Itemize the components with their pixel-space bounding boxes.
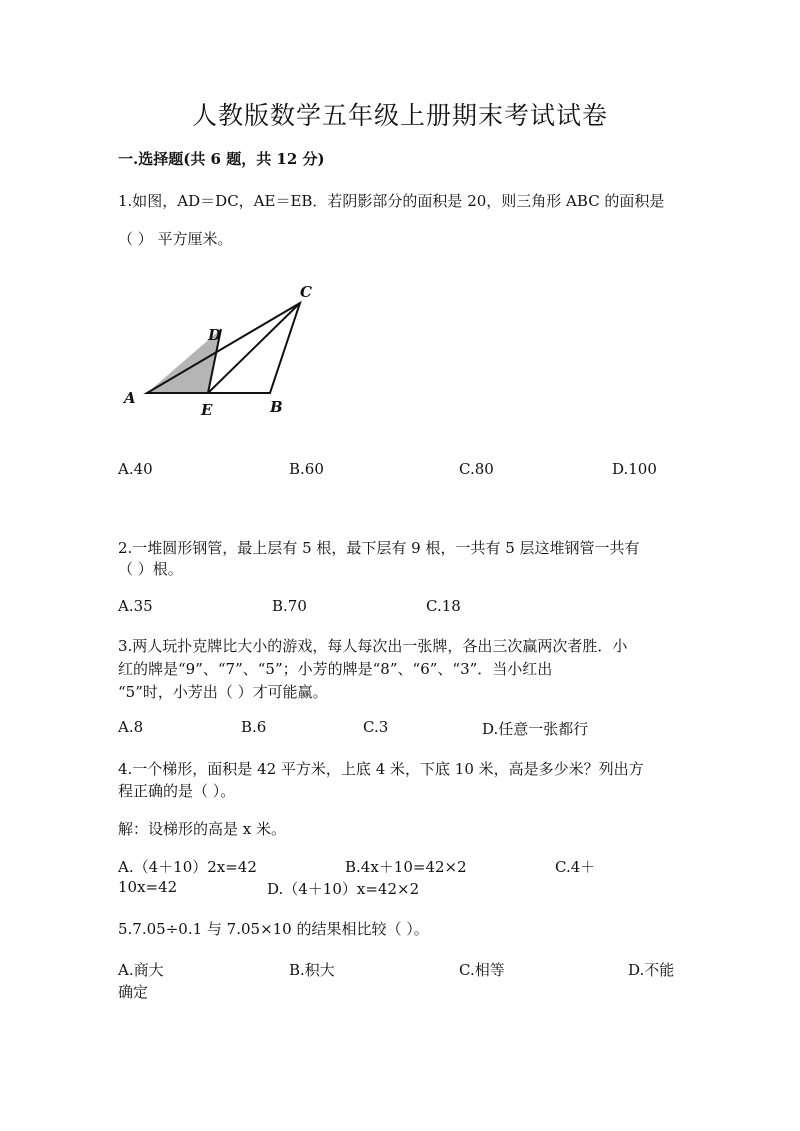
question-3-line-1: 3.两人玩扑克牌比大小的游戏，每人每次出一张牌，各出三次赢两次者胜．小: [118, 637, 628, 655]
q1-option-a: A.40: [118, 460, 153, 478]
q3-option-d: D.任意一张都行: [482, 720, 589, 738]
question-4-note: 解：设梯形的高是 x 米。: [118, 820, 286, 838]
question-3-line-2: 红的牌是“9”、“7”、“5”；小芳的牌是“8”、“6”、“3”．当小红出: [118, 660, 553, 678]
page-title: 人教版数学五年级上册期末考试试卷: [191, 101, 608, 130]
q1-option-d: D.100: [612, 460, 657, 478]
q2-option-a: A.35: [118, 597, 153, 615]
q4-option-c-cont: 10x=42: [118, 878, 178, 896]
q4-option-a: A.（4＋10）2x=42: [118, 858, 257, 876]
q4-option-b: B.4x＋10=42×2: [345, 858, 467, 876]
triangle-abc: [147, 303, 300, 393]
triangle-figure: [110, 275, 340, 425]
question-3-line-3: “5”时，小芳出（ ）才可能赢。: [118, 683, 328, 701]
q4-option-c: C.4＋: [555, 858, 596, 876]
question-2-line-1: 2.一堆圆形钢管，最上层有 5 根，最下层有 9 根，一共有 5 层这堆钢管一共有: [118, 539, 640, 557]
q3-option-c: C.3: [363, 718, 389, 736]
label-e: E: [201, 401, 213, 419]
question-2-line-2: （ ）根。: [118, 560, 183, 578]
label-a: A: [124, 389, 136, 407]
question-4-line-1: 4.一个梯形，面积是 42 平方米，上底 4 米，下底 10 米，高是多少米？列出方: [118, 760, 644, 778]
q2-option-b: B.70: [272, 597, 307, 615]
label-c: C: [300, 283, 312, 301]
q5-option-d: D.不能: [628, 961, 675, 979]
q1-option-c: C.80: [459, 460, 494, 478]
question-1-line-2: （ ） 平方厘米。: [118, 230, 233, 248]
question-5-line-1: 5.7.05÷0.1 与 7.05×10 的结果相比较（ ）。: [118, 920, 429, 938]
label-d: D: [208, 326, 222, 344]
q2-option-c: C.18: [426, 597, 461, 615]
q3-option-b: B.6: [241, 718, 267, 736]
q4-option-d: D.（4＋10）x=42×2: [267, 880, 420, 898]
q5-option-b: B.积大: [289, 961, 335, 979]
label-b: B: [270, 398, 283, 416]
section-heading: 一.选择题(共 6 题，共 12 分): [118, 150, 325, 168]
question-1-line-1: 1.如图，AD＝DC，AE＝EB．若阴影部分的面积是 20，则三角形 ABC 的面积是: [118, 192, 665, 210]
q1-option-b: B.60: [289, 460, 324, 478]
q5-option-a: A.商大: [118, 961, 164, 979]
q5-option-d-cont: 确定: [118, 983, 149, 1001]
q5-option-c: C.相等: [459, 961, 505, 979]
question-4-line-2: 程正确的是（ ）。: [118, 782, 236, 800]
q3-option-a: A.8: [118, 718, 144, 736]
